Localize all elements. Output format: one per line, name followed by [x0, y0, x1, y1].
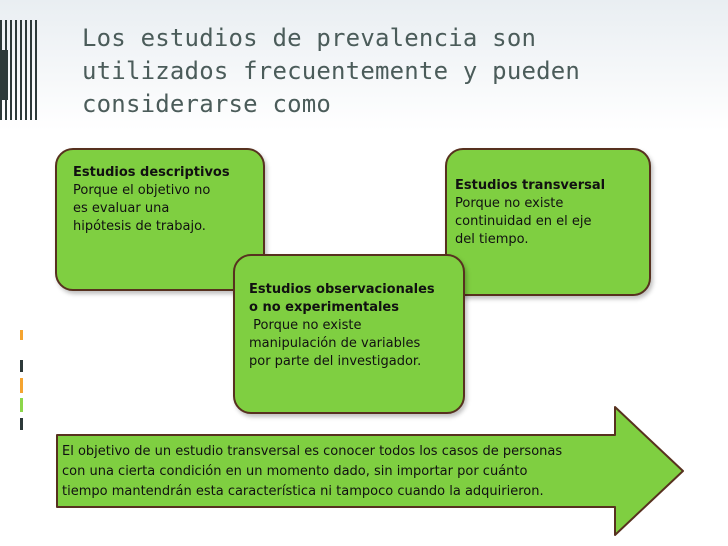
box-estudios-transversal[interactable]: [445, 148, 651, 296]
box-heading: Estudios transversal: [455, 178, 606, 193]
edge-bar-dark-2: [0, 20, 38, 120]
edge-accent-orange-2: [20, 378, 23, 393]
edge-accent-orange: [20, 330, 23, 340]
edge-accent-green: [20, 398, 23, 412]
box-line: continuidad en el eje: [455, 214, 592, 229]
title-line-3: considerarse como: [82, 90, 332, 118]
box-line: por parte del investigador.: [249, 354, 422, 369]
arrow-line: El objetivo de un estudio transversal es conocer todos los casos de personas: [62, 444, 563, 459]
slide-title: [82, 22, 702, 121]
box-line: manipulación de variables: [249, 336, 421, 351]
box-heading: Estudios observacionales: [249, 282, 435, 297]
edge-accent-dark: [20, 360, 23, 372]
box-heading: Estudios descriptivos: [73, 165, 230, 180]
box-line: del tiempo.: [455, 232, 529, 247]
title-line-2: utilizados frecuentemente y pueden: [82, 57, 581, 85]
box-estudios-observacionales[interactable]: [233, 254, 465, 414]
title-line-1: Los estudios de prevalencia son: [82, 24, 537, 52]
arrow-line: tiempo mantendrán esta característica ni tampoco cuando la adquirieron.: [62, 484, 544, 499]
box-line: es evaluar una: [73, 201, 170, 216]
box-line: Porque el objetivo no: [73, 183, 211, 198]
box-line: Porque no existe: [455, 196, 564, 211]
box-line: Porque no existe: [249, 318, 362, 333]
arrow-line: con una cierta condición en un momento dado, sin importar por cuánto: [62, 464, 528, 479]
box-heading: o no experimentales: [249, 300, 399, 315]
arrow-text: [62, 442, 652, 502]
edge-accent-dark-2: [20, 418, 23, 430]
box-line: hipótesis de trabajo.: [73, 219, 206, 234]
